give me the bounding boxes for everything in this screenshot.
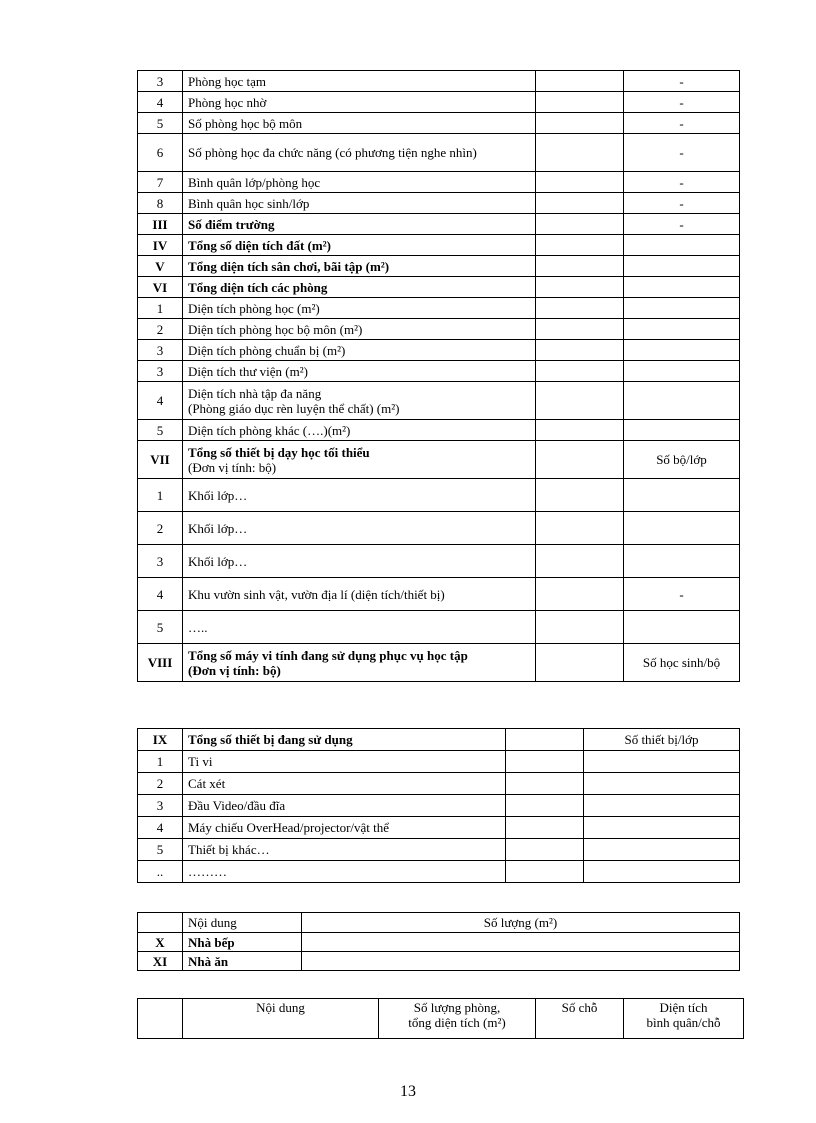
page-number: 13 — [400, 1083, 416, 1100]
row-value — [536, 71, 624, 92]
row-number: 4 — [138, 92, 183, 113]
table-row — [138, 277, 740, 298]
row-label — [183, 644, 536, 682]
row-number: 3 — [138, 71, 183, 92]
row-note — [624, 298, 740, 319]
row-value — [536, 214, 624, 235]
table-row — [138, 861, 740, 883]
row-label: Số phòng học đa chức năng (có phương tiện nghe nhìn) — [183, 134, 536, 172]
row-value — [536, 172, 624, 193]
kitchen-dining-table — [137, 912, 740, 971]
row-note: - — [624, 193, 740, 214]
col-area-line2: bình quân/chỗ — [646, 1015, 721, 1030]
row-number: IX — [138, 729, 183, 751]
row-number: VII — [138, 441, 183, 479]
row-label: Khu vườn sinh vật, vườn địa lí (diện tích/thiết bị) — [183, 578, 536, 611]
row-note — [624, 361, 740, 382]
row-note: - — [624, 113, 740, 134]
table-row — [138, 361, 740, 382]
col-rooms-line1: Số lượng phòng, — [413, 1000, 501, 1015]
table-row — [138, 611, 740, 644]
row-value — [536, 545, 624, 578]
table-row — [138, 933, 740, 952]
col-rooms-line2: tổng diện tích (m²) — [408, 1015, 506, 1030]
row-label: ….. — [183, 611, 536, 644]
table-row — [138, 235, 740, 256]
row-label: Nhà ăn — [183, 952, 302, 971]
table-header-row — [138, 999, 744, 1039]
row-note — [584, 773, 740, 795]
table-row — [138, 340, 740, 361]
row-value — [506, 817, 584, 839]
table-row — [138, 256, 740, 277]
row-value — [536, 134, 624, 172]
row-label: ……… — [183, 861, 506, 883]
row-note: Số bộ/lớp — [624, 441, 740, 479]
row-number: .. — [138, 861, 183, 883]
row-label: Bình quân lớp/phòng học — [183, 172, 536, 193]
empty-cell — [138, 913, 183, 933]
row-note — [624, 340, 740, 361]
row-value — [536, 441, 624, 479]
row-label-line1: Tổng số thiết bị dạy học tối thiểu — [188, 444, 370, 460]
row-value — [506, 751, 584, 773]
row-note — [584, 817, 740, 839]
row-note — [584, 861, 740, 883]
row-value — [536, 113, 624, 134]
row-note — [584, 839, 740, 861]
row-number: 4 — [138, 578, 183, 611]
row-value — [302, 952, 740, 971]
row-value — [536, 92, 624, 113]
row-label-line2: (Đơn vị tính: bộ) — [188, 662, 281, 678]
room-capacity-table — [137, 998, 744, 1039]
table-row — [138, 751, 740, 773]
row-note — [624, 611, 740, 644]
row-number: VI — [138, 277, 183, 298]
row-number: 1 — [138, 479, 183, 512]
table-row — [138, 71, 740, 92]
table-header-row — [138, 913, 740, 933]
table-row — [138, 644, 740, 682]
table-row — [138, 382, 740, 420]
header-quantity: Số lượng (m²) — [302, 913, 740, 933]
row-note: - — [624, 134, 740, 172]
row-label — [183, 441, 536, 479]
row-value — [536, 319, 624, 340]
row-label-line1: Tổng số máy vi tính đang sử dụng phục vụ học tập — [188, 647, 468, 663]
row-label — [183, 382, 536, 420]
row-value — [536, 340, 624, 361]
row-note: Số học sinh/bộ — [624, 644, 740, 682]
row-note: - — [624, 214, 740, 235]
row-number: 8 — [138, 193, 183, 214]
table-row — [138, 578, 740, 611]
table-row — [138, 795, 740, 817]
row-note: - — [624, 71, 740, 92]
row-number: 1 — [138, 751, 183, 773]
table-row — [138, 319, 740, 340]
row-value — [506, 839, 584, 861]
row-number: 5 — [138, 611, 183, 644]
row-value — [536, 512, 624, 545]
table-row — [138, 545, 740, 578]
row-label: Tổng diện tích các phòng — [183, 277, 536, 298]
row-number: 3 — [138, 340, 183, 361]
row-label: Khối lớp… — [183, 512, 536, 545]
row-note — [624, 545, 740, 578]
row-label: Khối lớp… — [183, 479, 536, 512]
row-label: Tổng số diện tích đất (m²) — [183, 235, 536, 256]
row-label: Diện tích phòng khác (….)(m²) — [183, 420, 536, 441]
row-value — [536, 235, 624, 256]
row-value — [506, 773, 584, 795]
row-label: Bình quân học sinh/lớp — [183, 193, 536, 214]
row-value — [536, 298, 624, 319]
row-value — [536, 277, 624, 298]
row-label: Diện tích phòng học bộ môn (m²) — [183, 319, 536, 340]
row-value — [506, 729, 584, 751]
table-row — [138, 172, 740, 193]
row-number: IV — [138, 235, 183, 256]
col-area-line1: Diện tích — [659, 1000, 708, 1015]
row-value — [536, 256, 624, 277]
row-number: 5 — [138, 113, 183, 134]
row-value — [536, 644, 624, 682]
col-content: Nội dung — [183, 999, 379, 1039]
row-number: 3 — [138, 795, 183, 817]
table-row — [138, 298, 740, 319]
table-row — [138, 193, 740, 214]
row-number: 2 — [138, 773, 183, 795]
row-number: V — [138, 256, 183, 277]
table-row — [138, 512, 740, 545]
table-row — [138, 817, 740, 839]
table-row — [138, 113, 740, 134]
table-row — [138, 420, 740, 441]
equipment-table — [137, 728, 740, 883]
row-label: Đầu Video/đầu đĩa — [183, 795, 506, 817]
row-label: Số điểm trường — [183, 214, 536, 235]
row-label: Máy chiếu OverHead/projector/vật thể — [183, 817, 506, 839]
row-note — [624, 512, 740, 545]
row-note — [584, 795, 740, 817]
row-label-line2: (Đơn vị tính: bộ) — [188, 459, 277, 475]
table-row — [138, 92, 740, 113]
row-number: 3 — [138, 545, 183, 578]
empty-cell — [138, 999, 183, 1039]
row-label: Phòng học nhờ — [183, 92, 536, 113]
row-number: VIII — [138, 644, 183, 682]
row-label: Ti vi — [183, 751, 506, 773]
row-label: Tổng diện tích sân chơi, bãi tập (m²) — [183, 256, 536, 277]
row-note — [624, 382, 740, 420]
row-number: 2 — [138, 319, 183, 340]
row-value — [536, 193, 624, 214]
row-value — [506, 795, 584, 817]
col-area — [624, 999, 744, 1039]
row-value — [506, 861, 584, 883]
table-row — [138, 773, 740, 795]
table-row — [138, 479, 740, 512]
row-number: 4 — [138, 817, 183, 839]
row-value — [302, 933, 740, 952]
table-row — [138, 214, 740, 235]
row-number: X — [138, 933, 183, 952]
facilities-table — [137, 70, 740, 682]
row-note: Số thiết bị/lớp — [584, 729, 740, 751]
row-number: 5 — [138, 839, 183, 861]
header-content: Nội dung — [183, 913, 302, 933]
row-number: 1 — [138, 298, 183, 319]
row-value — [536, 479, 624, 512]
row-number: 5 — [138, 420, 183, 441]
row-note — [624, 235, 740, 256]
row-label-line2: (Phòng giáo dục rèn luyện thể chất) (m²) — [188, 400, 400, 416]
table-row — [138, 134, 740, 172]
row-number: 6 — [138, 134, 183, 172]
table-row — [138, 729, 740, 751]
row-label: Cát xét — [183, 773, 506, 795]
col-seats: Số chỗ — [536, 999, 624, 1039]
row-number: III — [138, 214, 183, 235]
row-value — [536, 578, 624, 611]
row-label: Nhà bếp — [183, 933, 302, 952]
row-label: Diện tích thư viện (m²) — [183, 361, 536, 382]
row-label-line1: Diện tích nhà tập đa năng — [188, 385, 322, 401]
row-label: Số phòng học bộ môn — [183, 113, 536, 134]
row-note — [624, 479, 740, 512]
row-number: 4 — [138, 382, 183, 420]
row-label: Phòng học tạm — [183, 71, 536, 92]
row-label: Diện tích phòng học (m²) — [183, 298, 536, 319]
row-number: 7 — [138, 172, 183, 193]
table-row — [138, 441, 740, 479]
row-value — [536, 611, 624, 644]
row-label: Khối lớp… — [183, 545, 536, 578]
row-note: - — [624, 172, 740, 193]
row-number: XI — [138, 952, 183, 971]
col-rooms — [379, 999, 536, 1039]
row-note — [624, 319, 740, 340]
row-number: 2 — [138, 512, 183, 545]
table-row — [138, 839, 740, 861]
row-value — [536, 420, 624, 441]
row-label: Diện tích phòng chuẩn bị (m²) — [183, 340, 536, 361]
row-note — [624, 256, 740, 277]
row-value — [536, 382, 624, 420]
row-note — [584, 751, 740, 773]
row-note: - — [624, 92, 740, 113]
row-note: - — [624, 578, 740, 611]
row-note — [624, 277, 740, 298]
row-number: 3 — [138, 361, 183, 382]
row-value — [536, 361, 624, 382]
row-note — [624, 420, 740, 441]
table-row — [138, 952, 740, 971]
row-label: Thiết bị khác… — [183, 839, 506, 861]
row-label: Tổng số thiết bị đang sử dụng — [183, 729, 506, 751]
